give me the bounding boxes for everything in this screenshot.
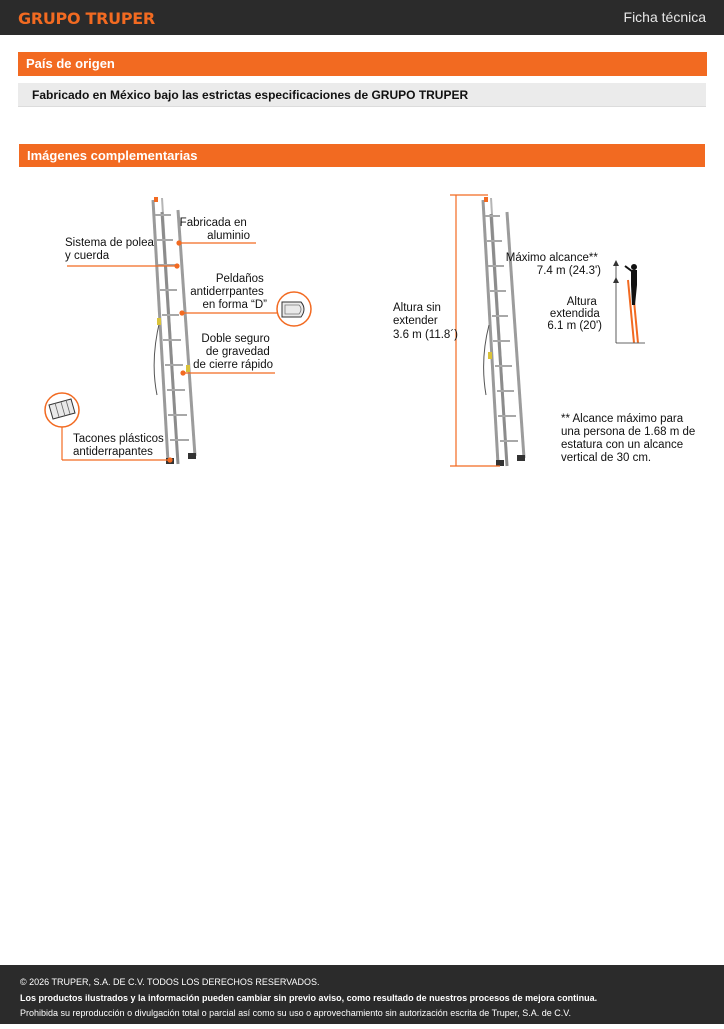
truper-logo: GRUPO TRUPER [18, 9, 155, 28]
footer-notice: Los productos ilustrados y la información pueden cambiar sin previo aviso, como resultado de nuestros procesos de mejora continua. [20, 992, 598, 1003]
label-rungs: Peldaños antiderrpantes en forma “D” [190, 273, 267, 311]
label-max-reach: Máximo alcance** 7.4 m (24.3') [505, 252, 601, 277]
label-extended-height: Altura extendida 6.1 m (20') [547, 296, 602, 332]
label-gravity-lock: Doble seguro de gravedad de cierre rápido [193, 333, 273, 371]
origin-section-title: País de origen [18, 52, 707, 76]
d-rung-icon [277, 292, 311, 326]
label-reach-note: ** Alcance máximo para una persona de 1.68 m de estatura con un alcance vertical de 30 cm. [561, 413, 696, 464]
plastic-feet-icon [45, 393, 79, 427]
origin-text: Fabricado en México bajo las estrictas especificaciones de GRUPO TRUPER [18, 83, 706, 107]
extension-ladder-right-image [483, 197, 525, 466]
images-section-title: Imágenes complementarias [19, 144, 705, 167]
label-plastic-feet: Tacones plásticos antiderrapantes [73, 433, 164, 458]
label-pulley: Sistema de polea y cuerda [65, 237, 154, 262]
document-type: Ficha técnica [623, 9, 706, 25]
label-unextended-height: Altura sin extender 3.6 m (11.8´) [393, 302, 458, 341]
page-footer [0, 965, 724, 1024]
footer-prohibition: Prohibida su reproducción o divulgación total o parcial así como su uso o aprovechamiento sin autorización escrita de Truper, S.A. de C.V. [20, 1008, 571, 1018]
extended-ladder-person-icon [613, 260, 645, 343]
footer-copyright: © 2026 TRUPER, S.A. DE C.V. TODOS LOS DERECHOS RESERVADOS. [20, 977, 320, 987]
label-material: Fabricada en aluminio [179, 217, 250, 242]
extension-ladder-left-image [153, 197, 196, 464]
